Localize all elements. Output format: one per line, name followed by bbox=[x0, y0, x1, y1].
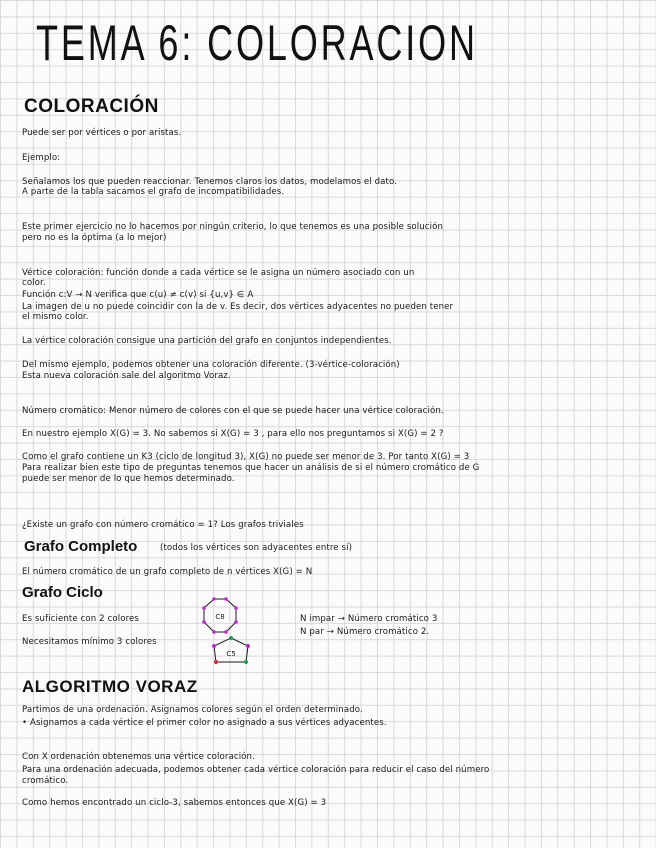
text-line: Función c:V → N verifica que c(u) ≠ c(v) si {u,v} ∈ A bbox=[22, 290, 254, 300]
text-line: Vértice coloración: función donde a cada vértice se le asigna un número asociado con un bbox=[22, 268, 415, 278]
text-line: • Asignamos a cada vértice el primer color no asignado a sus vértices adyacentes. bbox=[22, 718, 387, 728]
text-line: La imagen de u no puede coincidir con la de v. Es decir, dos vértices adyacentes no pueden tener bbox=[22, 302, 454, 312]
text-line: (todos los vértices son adyacentes entre sí) bbox=[160, 543, 353, 553]
text-line: Para realizar bien este tipo de preguntas tenemos que hacer un análisis de si el número cromático de G bbox=[22, 463, 480, 473]
c5-cycle-graph bbox=[208, 636, 254, 666]
heading-grafo-ciclo: Grafo Ciclo bbox=[22, 584, 103, 601]
text-line: Necesitamos mínimo 3 colores bbox=[22, 637, 157, 647]
text-line: Partimos de una ordenación. Asignamos colores según el orden determinado. bbox=[22, 705, 363, 715]
c8-label: C8 bbox=[215, 613, 225, 621]
text-line: N impar → Número cromático 3 bbox=[300, 614, 438, 624]
c8-cycle-graph bbox=[198, 596, 242, 636]
text-line: el mismo color. bbox=[22, 312, 89, 322]
text-line: Con X ordenación obtenemos una vértice coloración. bbox=[22, 752, 255, 762]
text-line: Del mismo ejemplo, podemos obtener una coloración diferente. (3-vértice-coloración) bbox=[22, 360, 400, 370]
text-line: color. bbox=[22, 278, 46, 288]
text-line: Ejemplo: bbox=[22, 153, 61, 163]
text-line: pero no es la óptima (a lo mejor) bbox=[22, 233, 167, 243]
page-title: TEMA 6: COLORACION bbox=[36, 15, 478, 71]
heading-algoritmo-voraz: ALGORITMO VORAZ bbox=[22, 677, 198, 696]
text-line: La vértice coloración consigue una partición del grafo en conjuntos independientes. bbox=[22, 336, 392, 346]
text-line: Número cromático: Menor número de colores con el que se puede hacer una vértice coloración. bbox=[22, 406, 444, 416]
text-line: cromático. bbox=[22, 776, 69, 786]
text-line: Para una ordenación adecuada, podemos obtener cada vértice coloración para reducir el caso del número bbox=[22, 765, 490, 775]
text-line: El número cromático de un grafo completo de n vértices X(G) = N bbox=[22, 567, 313, 577]
text-line: Es suficiente con 2 colores bbox=[22, 614, 140, 624]
text-line: Como hemos encontrado un ciclo-3, sabemos entonces que X(G) = 3 bbox=[22, 798, 327, 808]
heading-coloracion: COLORACIÓN bbox=[24, 96, 159, 117]
c5-label: C5 bbox=[226, 650, 236, 658]
text-line: ¿Existe un grafo con número cromático = 1? Los grafos triviales bbox=[22, 520, 304, 530]
text-line: Esta nueva coloración sale del algoritmo Voraz. bbox=[22, 371, 231, 381]
text-line: En nuestro ejemplo X(G) = 3. No sabemos si X(G) = 3 , para ello nos preguntamos si X(G) = 2 ? bbox=[22, 429, 444, 439]
text-line: Puede ser por vértices o por aristas. bbox=[22, 128, 182, 138]
text-line: Como el grafo contiene un K3 (ciclo de longitud 3), X(G) no puede ser menor de 3. Por tanto X(G) = 3 bbox=[22, 452, 470, 462]
heading-grafo-completo: Grafo Completo bbox=[24, 538, 138, 555]
text-line: puede ser menor de lo que hemos determinado. bbox=[22, 474, 235, 484]
text-line: N par → Número cromático 2. bbox=[300, 627, 430, 637]
text-line: A parte de la tabla sacamos el grafo de incompatibilidades. bbox=[22, 187, 285, 197]
text-line: Este primer ejercicio no lo hacemos por ningún criterio, lo que tenemos es una posible solución bbox=[22, 222, 444, 232]
text-line: Señalamos los que pueden reaccionar. Tenemos claros los datos, modelamos el dato. bbox=[22, 177, 398, 187]
